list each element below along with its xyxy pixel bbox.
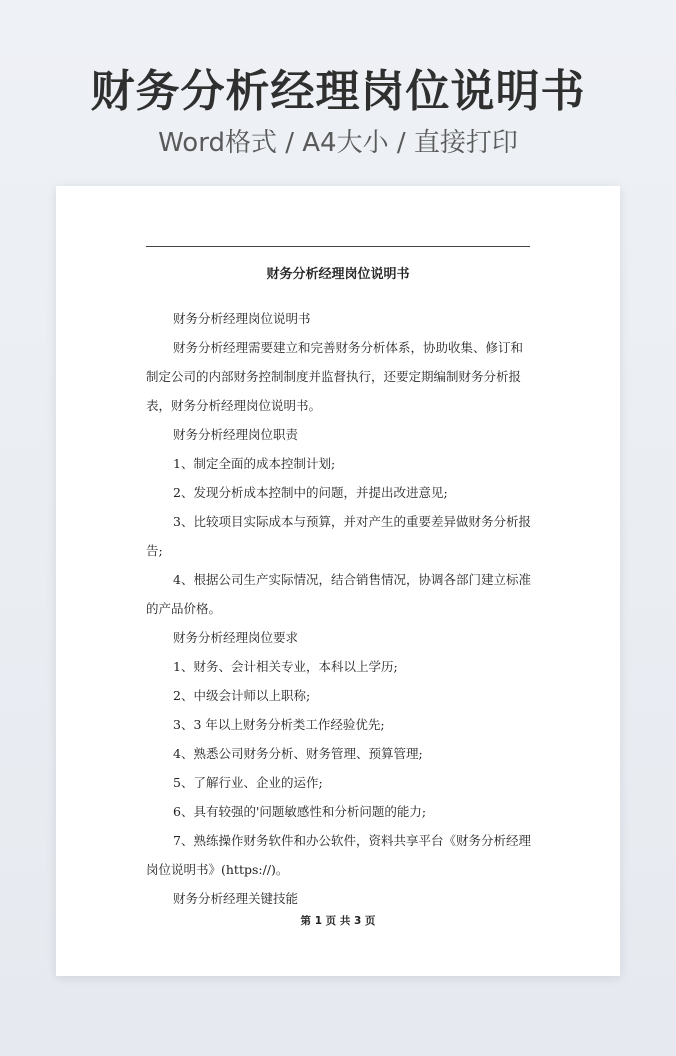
list-item: 3、比较项目实际成本与预算，并对产生的重要差异做财务分析报告; bbox=[146, 514, 531, 558]
page-footer: 第 1 页 共 3 页 bbox=[300, 915, 376, 927]
list-item: 3、3 年以上财务分析类工作经验优先; bbox=[173, 717, 385, 732]
hero-banner bbox=[0, 64, 676, 160]
section-heading: 财务分析经理岗位职责 bbox=[173, 427, 299, 442]
paragraph: 财务分析经理岗位说明书 bbox=[173, 311, 311, 326]
list-item: 5、了解行业、企业的运作; bbox=[173, 775, 323, 790]
list-item: 1、财务、会计相关专业，本科以上学历; bbox=[173, 659, 398, 674]
hero-title: 财务分析经理岗位说明书 bbox=[90, 66, 586, 117]
section-heading: 财务分析经理关键技能 bbox=[173, 891, 299, 906]
document-page bbox=[56, 186, 620, 976]
document-body bbox=[146, 304, 532, 913]
section-heading: 财务分析经理岗位要求 bbox=[173, 630, 299, 645]
paragraph: 财务分析经理需要建立和完善财务分析体系，协助收集、修订和制定公司的内部财务控制制度并监督执行，还要定期编制财务分析报表，财务分析经理岗位说明书。 bbox=[146, 340, 524, 413]
document-title: 财务分析经理岗位说明书 bbox=[266, 267, 410, 282]
list-item: 4、根据公司生产实际情况，结合销售情况，协调各部门建立标准的产品价格。 bbox=[146, 572, 531, 616]
list-item: 4、熟悉公司财务分析、财务管理、预算管理; bbox=[173, 746, 423, 761]
hero-subtitle: Word格式 / A4大小 / 直接打印 bbox=[158, 128, 518, 158]
list-item: 1、制定全面的成本控制计划; bbox=[173, 456, 336, 471]
list-item: 2、发现分析成本控制中的问题，并提出改进意见; bbox=[173, 485, 448, 500]
list-item: 2、中级会计师以上职称; bbox=[173, 688, 311, 703]
list-item: 6、具有较强的'问题敏感性和分析问题的能力; bbox=[173, 804, 427, 819]
list-item: 7、熟练操作财务软件和办公软件，资料共享平台《财务分析经理岗位说明书》(https://)。 bbox=[146, 833, 531, 877]
header-rule bbox=[146, 246, 530, 247]
